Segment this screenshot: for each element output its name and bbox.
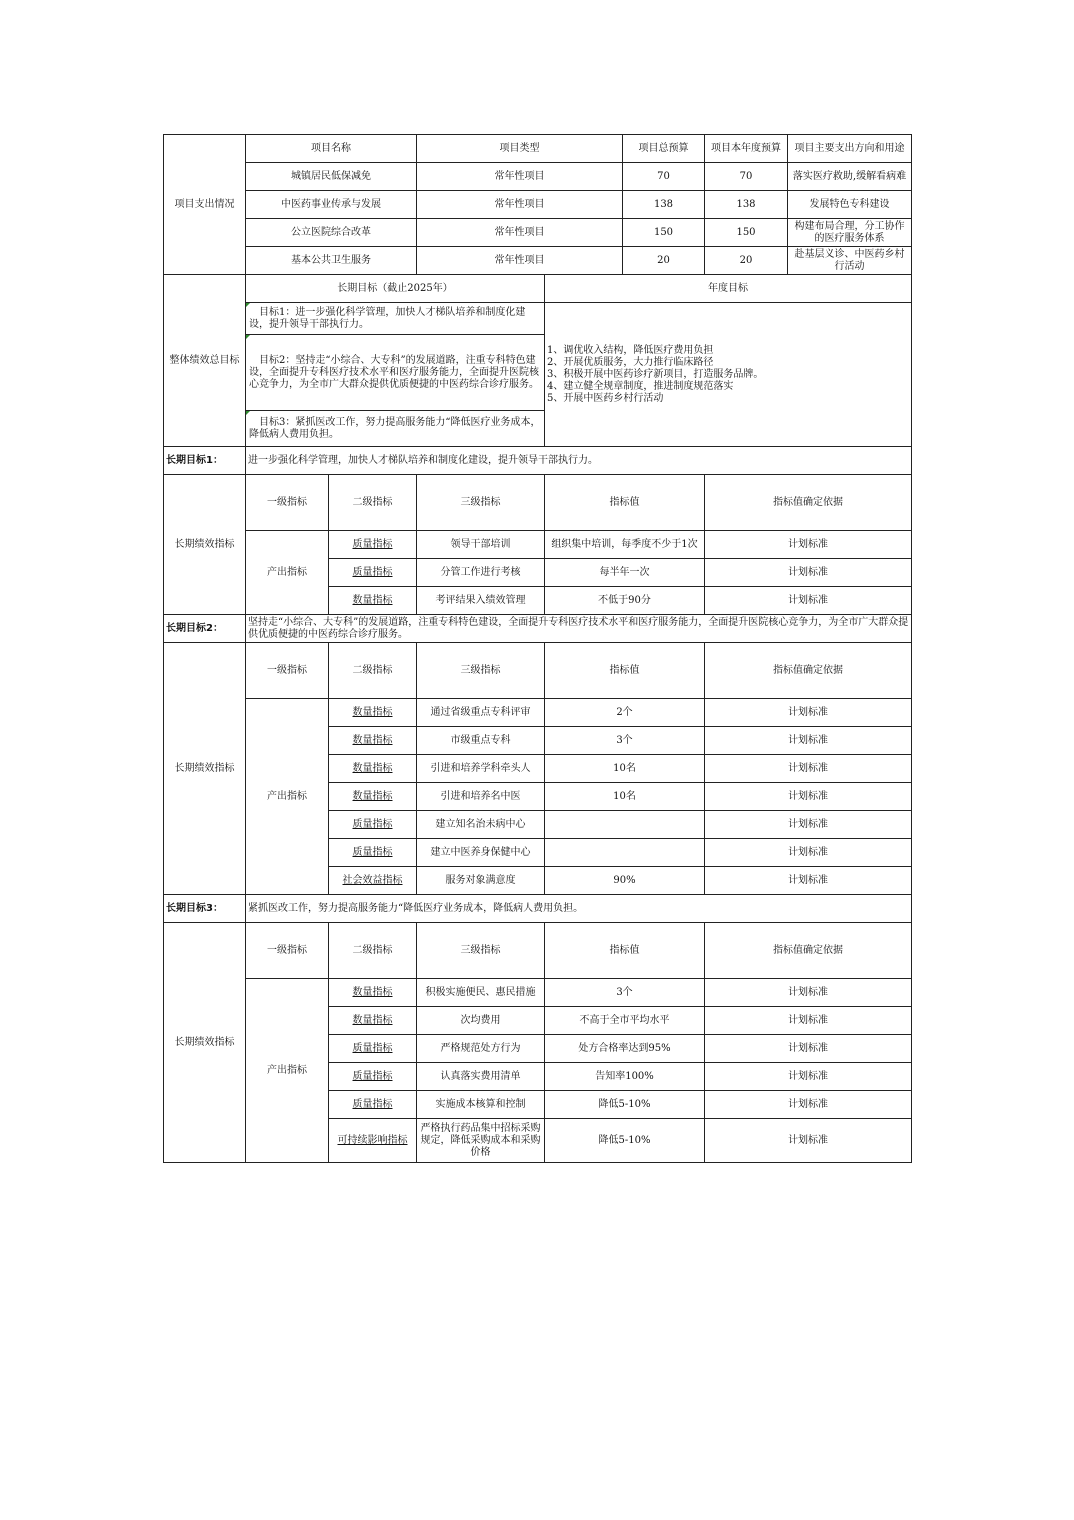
level2-indicator: 数量指标	[329, 979, 417, 1007]
header-annual-budget: 项目本年度预算	[705, 135, 788, 163]
level3-indicator: 建立知名治未病中心	[417, 811, 545, 839]
lt1-section-label: 长期绩效指标	[164, 475, 246, 615]
annual-item: 5、开展中医药乡村行活动	[547, 392, 664, 404]
annual-goals	[545, 303, 912, 447]
indicator-basis: 计划标准	[705, 867, 912, 895]
indicator-value: 10名	[545, 783, 705, 811]
indicator-basis: 计划标准	[705, 1091, 912, 1119]
lt3-label: 长期目标3：	[164, 895, 246, 923]
annual-item: 2、开展优质服务，大力推行临床路径	[547, 356, 714, 368]
project-direction: 落实医疗救助,缓解看病难	[788, 163, 912, 191]
indicator-basis: 计划标准	[705, 559, 912, 587]
lt3-h-level1: 一级指标	[246, 923, 329, 979]
project-annual: 70	[705, 163, 788, 191]
indicator-basis: 计划标准	[705, 727, 912, 755]
level3-indicator: 领导干部培训	[417, 531, 545, 559]
lt3-h-level2: 二级指标	[329, 923, 417, 979]
lt3-h-basis: 指标值确定依据	[705, 923, 912, 979]
project-name: 公立医院综合改革	[246, 219, 417, 247]
project-annual: 20	[705, 247, 788, 275]
level3-indicator: 分管工作进行考核	[417, 559, 545, 587]
indicator-value: 不高于全市平均水平	[545, 1007, 705, 1035]
annual-header: 年度目标	[545, 275, 912, 303]
project-name: 中医药事业传承与发展	[246, 191, 417, 219]
level3-indicator: 引进和培养名中医	[417, 783, 545, 811]
level2-indicator: 质量指标	[329, 811, 417, 839]
indicator-value: 降低5-10%	[545, 1091, 705, 1119]
table-row	[164, 979, 912, 1007]
lt2-text: 坚持走“小综合、大专科”的发展道路，注重专科特色建设，全面提升专科医疗技术水平和医疗服务能力，全面提升医院核心竞争力，为全市广大群众提供优质便捷的中医药综合诊疗服务。	[246, 615, 912, 643]
lt3-section-label: 长期绩效指标	[164, 923, 246, 1163]
lt2-h-level3: 三级指标	[417, 643, 545, 699]
indicator-value	[545, 839, 705, 867]
performance-table	[163, 134, 912, 1163]
lt2-h-level1: 一级指标	[246, 643, 329, 699]
project-total: 20	[623, 247, 705, 275]
annual-item: 3、积极开展中医药诊疗新项目，打造服务品牌。	[547, 368, 764, 380]
lt1-h-value: 指标值	[545, 475, 705, 531]
project-direction: 赴基层义诊、中医药乡村行活动	[788, 247, 912, 275]
project-type: 常年性项目	[417, 163, 623, 191]
lt2-label: 长期目标2：	[164, 615, 246, 643]
level3-indicator: 服务对象满意度	[417, 867, 545, 895]
indicator-value: 3个	[545, 727, 705, 755]
indicator-value: 告知率100%	[545, 1063, 705, 1091]
indicator-basis: 计划标准	[705, 1063, 912, 1091]
lt2-section-label: 长期绩效指标	[164, 643, 246, 895]
lt2-h-basis: 指标值确定依据	[705, 643, 912, 699]
indicator-basis: 计划标准	[705, 979, 912, 1007]
indicator-basis: 计划标准	[705, 839, 912, 867]
expense-section-label: 项目支出情况	[164, 135, 246, 275]
lt3-output-label: 产出指标	[246, 979, 329, 1163]
level3-indicator: 认真落实费用清单	[417, 1063, 545, 1091]
level2-indicator: 数量指标	[329, 587, 417, 615]
lt3-h-level3: 三级指标	[417, 923, 545, 979]
table-row	[164, 531, 912, 559]
indicator-basis: 计划标准	[705, 1007, 912, 1035]
indicator-value: 2个	[545, 699, 705, 727]
level2-indicator: 质量指标	[329, 559, 417, 587]
lt1-h-level2: 二级指标	[329, 475, 417, 531]
lt2-h-value: 指标值	[545, 643, 705, 699]
level3-indicator: 建立中医养身保健中心	[417, 839, 545, 867]
annual-item: 1、调优收入结构，降低医疗费用负担	[547, 344, 714, 356]
header-project-type: 项目类型	[417, 135, 623, 163]
level2-indicator: 数量指标	[329, 755, 417, 783]
table-row	[164, 163, 912, 191]
indicator-value	[545, 811, 705, 839]
level2-indicator: 质量指标	[329, 1035, 417, 1063]
goal-1: 目标1：进一步强化科学管理，加快人才梯队培养和制度化建设，提升领导干部执行力。	[246, 303, 545, 335]
header-project-name: 项目名称	[246, 135, 417, 163]
indicator-value: 3个	[545, 979, 705, 1007]
level2-indicator: 数量指标	[329, 783, 417, 811]
table-row	[164, 219, 912, 247]
project-direction: 发展特色专科建设	[788, 191, 912, 219]
indicator-basis: 计划标准	[705, 1035, 912, 1063]
level2-indicator: 可持续影响指标	[329, 1119, 417, 1163]
indicator-value: 组织集中培训，每季度不少于1次	[545, 531, 705, 559]
level3-indicator: 积极实施便民、惠民措施	[417, 979, 545, 1007]
level3-indicator: 通过省级重点专科评审	[417, 699, 545, 727]
indicator-basis: 计划标准	[705, 699, 912, 727]
lt1-h-basis: 指标值确定依据	[705, 475, 912, 531]
indicator-basis: 计划标准	[705, 1119, 912, 1163]
lt2-output-label: 产出指标	[246, 699, 329, 895]
lt1-output-label: 产出指标	[246, 531, 329, 615]
lt1-h-level1: 一级指标	[246, 475, 329, 531]
project-total: 150	[623, 219, 705, 247]
table-row	[164, 247, 912, 275]
indicator-basis: 计划标准	[705, 587, 912, 615]
table-row	[164, 699, 912, 727]
level3-indicator: 严格规范处方行为	[417, 1035, 545, 1063]
header-total-budget: 项目总预算	[623, 135, 705, 163]
level2-indicator: 质量指标	[329, 1063, 417, 1091]
project-total: 138	[623, 191, 705, 219]
level2-indicator: 数量指标	[329, 727, 417, 755]
lt3-h-value: 指标值	[545, 923, 705, 979]
project-annual: 150	[705, 219, 788, 247]
performance-target-document	[163, 134, 911, 1163]
indicator-value: 降低5-10%	[545, 1119, 705, 1163]
header-direction: 项目主要支出方向和用途	[788, 135, 912, 163]
level2-indicator: 社会效益指标	[329, 867, 417, 895]
table-row	[164, 191, 912, 219]
annual-item: 4、建立健全规章制度，推进制度规范落实	[547, 380, 734, 392]
level3-indicator: 实施成本核算和控制	[417, 1091, 545, 1119]
level2-indicator: 质量指标	[329, 531, 417, 559]
level3-indicator: 次均费用	[417, 1007, 545, 1035]
lt1-text: 进一步强化科学管理，加快人才梯队培养和制度化建设，提升领导干部执行力。	[246, 447, 912, 475]
indicator-basis: 计划标准	[705, 531, 912, 559]
lt3-text: 紧抓医改工作，努力提高服务能力“降低医疗业务成本，降低病人费用负担。	[246, 895, 912, 923]
level3-indicator: 严格执行药品集中招标采购规定，降低采购成本和采购价格	[417, 1119, 545, 1163]
project-total: 70	[623, 163, 705, 191]
project-type: 常年性项目	[417, 191, 623, 219]
project-name: 城镇居民低保减免	[246, 163, 417, 191]
indicator-value: 每半年一次	[545, 559, 705, 587]
level3-indicator: 考评结果入绩效管理	[417, 587, 545, 615]
level3-indicator: 市级重点专科	[417, 727, 545, 755]
project-name: 基本公共卫生服务	[246, 247, 417, 275]
goal-2: 目标2：坚持走“小综合、大专科”的发展道路，注重专科特色建设，全面提升专科医疗技术水平和医疗服务能力，全面提升医院核心竞争力，为全市广大群众提供优质便捷的中医药综合诊疗服务。	[246, 335, 545, 411]
level2-indicator: 质量指标	[329, 1091, 417, 1119]
indicator-basis: 计划标准	[705, 811, 912, 839]
level2-indicator: 数量指标	[329, 699, 417, 727]
lt1-label: 长期目标1：	[164, 447, 246, 475]
indicator-value: 处方合格率达到95%	[545, 1035, 705, 1063]
level2-indicator: 质量指标	[329, 839, 417, 867]
indicator-value: 10名	[545, 755, 705, 783]
project-type: 常年性项目	[417, 219, 623, 247]
project-direction: 构建布局合理，分工协作的医疗服务体系	[788, 219, 912, 247]
level3-indicator: 引进和培养学科牵头人	[417, 755, 545, 783]
long-term-header: 长期目标（截止2025年）	[246, 275, 545, 303]
level2-indicator: 数量指标	[329, 1007, 417, 1035]
lt2-h-level2: 二级指标	[329, 643, 417, 699]
indicator-basis: 计划标准	[705, 783, 912, 811]
goal-3: 目标3：紧抓医改工作，努力提高服务能力“降低医疗业务成本，降低病人费用负担。	[246, 411, 545, 447]
project-annual: 138	[705, 191, 788, 219]
indicator-value: 不低于90分	[545, 587, 705, 615]
overall-label: 整体绩效总目标	[164, 275, 246, 447]
indicator-basis: 计划标准	[705, 755, 912, 783]
project-type: 常年性项目	[417, 247, 623, 275]
lt1-h-level3: 三级指标	[417, 475, 545, 531]
indicator-value: 90%	[545, 867, 705, 895]
